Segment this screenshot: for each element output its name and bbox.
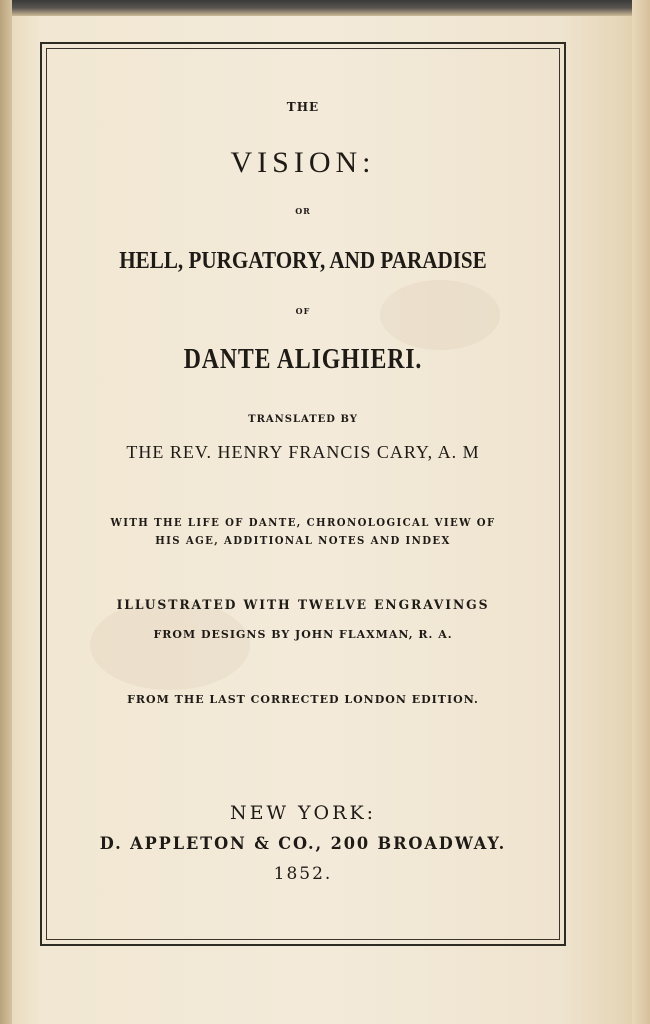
title-the: THE	[286, 100, 320, 114]
illustrations-note: ILLUSTRATED WITH TWELVE ENGRAVINGS	[116, 598, 490, 613]
contents-note-line-2: HIS AGE, ADDITIONAL NOTES AND INDEX	[155, 534, 451, 547]
title-subtitle: HELL, PURGATORY, AND PARADISE	[119, 248, 487, 274]
publication-city: NEW YORK:	[229, 802, 377, 824]
title-of: OF	[295, 306, 311, 316]
translated-by-label: TRANSLATED BY	[248, 414, 358, 425]
page-right-edge	[632, 0, 650, 1024]
publisher-name: D. APPLETON & CO., 200 BROADWAY.	[99, 834, 507, 854]
illustrator-credit: FROM DESIGNS BY JOHN FLAXMAN, R. A.	[153, 628, 453, 641]
title-or: OR	[295, 206, 311, 216]
author-name: DANTE ALIGHIERI.	[183, 344, 423, 375]
page-binding-edge	[0, 0, 12, 1024]
page-top-edge	[0, 0, 650, 16]
publication-year: 1852.	[273, 864, 333, 884]
edition-note: FROM THE LAST CORRECTED LONDON EDITION.	[127, 693, 479, 706]
contents-note-line-1: WITH THE LIFE OF DANTE, CHRONOLOGICAL VIEW OF	[110, 516, 496, 529]
translator-name: THE REV. HENRY FRANCIS CARY, A. M	[126, 442, 480, 462]
title-main: VISION:	[230, 146, 376, 179]
